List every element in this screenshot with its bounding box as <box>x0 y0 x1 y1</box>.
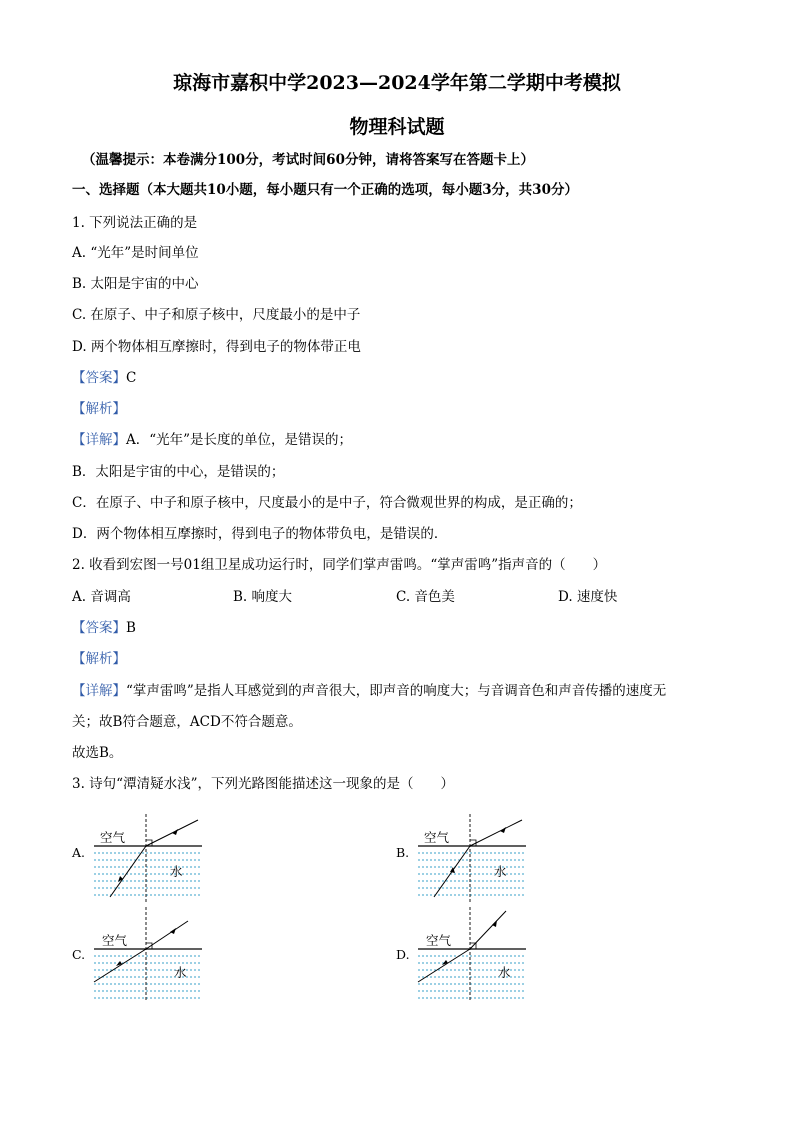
figure-d-water-label: 水 <box>498 965 511 980</box>
figure-a-label: A. <box>72 845 86 860</box>
figure-a-water-label: 水 <box>170 864 183 879</box>
figure-c-water-label: 水 <box>174 965 187 980</box>
q3-stem: 3. 诗句“潭清疑水浅”，下列光路图能描述这一现象的是（ ） <box>72 776 454 792</box>
figure-a <box>90 812 210 908</box>
q1-stem: 1. 下列说法正确的是 <box>72 215 198 231</box>
q2-detail-1 <box>72 681 666 701</box>
q1-detail-2: B．太阳是宇宙的中心，是错误的； <box>72 464 285 480</box>
q2-option-a: A. 音调高 <box>72 589 131 605</box>
q1-answer <box>72 368 136 388</box>
figure-b-water-label: 水 <box>494 864 507 879</box>
q1-option-d: D. 两个物体相互摩擦时，得到电子的物体带正电 <box>72 339 361 355</box>
section-heading: 一、选择题（本大题共10小题，每小题只有一个正确的选项，每小题3分，共30分） <box>72 182 578 198</box>
figure-a-air-label: 空气 <box>100 830 126 845</box>
q1-detail-text-1: A．“光年”是长度的单位，是错误的； <box>126 432 353 448</box>
q2-detail-2: 关；故B符合题意，ACD不符合题意。 <box>72 714 302 730</box>
answer-tag: 【答案】 <box>72 620 126 636</box>
figure-c <box>90 905 210 1007</box>
figure-b-label: B. <box>396 845 410 860</box>
figure-b-air-label: 空气 <box>424 830 450 845</box>
q1-detail-4: D．两个物体相互摩擦时，得到电子的物体带负电，是错误的． <box>72 526 448 542</box>
q2-analysis-tag: 【解析】 <box>72 651 126 667</box>
q1-option-c: C. 在原子、中子和原子核中，尺度最小的是中子 <box>72 307 361 323</box>
figure-c-label: C. <box>72 947 86 962</box>
q1-detail-3: C．在原子、中子和原子核中，尺度最小的是中子，符合微观世界的构成，是正确的； <box>72 495 582 511</box>
answer-tag: 【答案】 <box>72 370 126 386</box>
q1-option-a: A. “光年”是时间单位 <box>72 245 199 261</box>
figure-d-label: D. <box>396 947 410 962</box>
title-line-1: 琼海市嘉积中学2023—2024学年第二学期中考模拟 <box>173 72 621 94</box>
title-line-2: 物理科试题 <box>349 116 445 138</box>
q2-option-c: C. 音色美 <box>396 589 455 605</box>
notice: （温馨提示：本卷满分100分，考试时间60分钟，请将答案写在答题卡上） <box>82 152 534 168</box>
q2-option-d: D. 速度快 <box>558 589 618 605</box>
detail-tag: 【详解】 <box>72 683 126 699</box>
q1-option-b: B. 太阳是宇宙的中心 <box>72 276 199 292</box>
figure-c-air-label: 空气 <box>102 933 128 948</box>
q2-stem: 2. 收看到宏图一号01组卫星成功运行时，同学们掌声雷鸣。“掌声雷鸣”指声音的（ ） <box>72 557 607 573</box>
q2-option-b: B. 响度大 <box>233 589 293 605</box>
q2-answer <box>72 618 136 638</box>
q2-detail-text-1: “掌声雷鸣”是指人耳感觉到的声音很大，即声音的响度大；与音调音色和声音传播的速度无 <box>126 683 667 699</box>
q2-conclusion: 故选B。 <box>72 745 123 761</box>
q1-answer-value: C <box>126 370 137 386</box>
q1-detail-1 <box>72 430 352 450</box>
figure-b <box>414 812 534 908</box>
q1-analysis-tag: 【解析】 <box>72 401 126 417</box>
q2-answer-value: B <box>126 620 136 636</box>
figure-d-air-label: 空气 <box>426 933 452 948</box>
detail-tag: 【详解】 <box>72 432 126 448</box>
figure-d <box>414 905 534 1007</box>
